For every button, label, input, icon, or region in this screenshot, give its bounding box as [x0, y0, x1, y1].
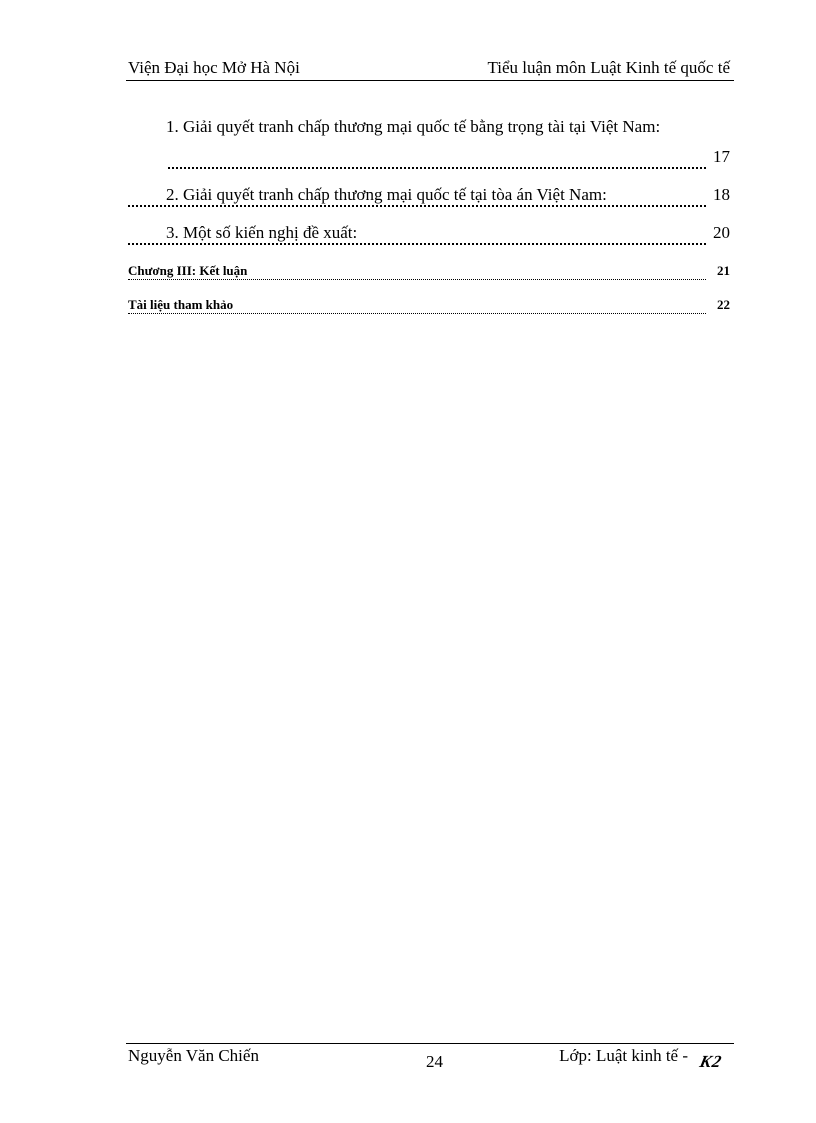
- toc-entry-arbitration-continued[interactable]: [128, 142, 730, 180]
- toc-entry-text: Tài liệu tham khảo: [128, 297, 234, 312]
- footer-author: Nguyễn Văn Chiến: [128, 1046, 259, 1065]
- header-institution: Viện Đại học Mở Hà Nội: [128, 58, 300, 77]
- dot-leader: [128, 243, 706, 245]
- toc-page-number: 20: [712, 218, 730, 248]
- toc-entry-text: 3. Một số kiến nghị đề xuất:: [166, 223, 358, 242]
- dot-leader: [168, 167, 706, 169]
- toc-page-number: 17: [712, 142, 730, 172]
- header-rule: [126, 80, 734, 81]
- page-header: [128, 56, 732, 82]
- table-of-contents: [128, 112, 730, 324]
- footer-page-number: 24: [426, 1052, 443, 1071]
- toc-entry-text: 2. Giải quyết tranh chấp thương mại quốc tế tại tòa án Việt Nam:: [166, 185, 607, 204]
- dot-leader: [128, 205, 706, 207]
- toc-entry-text: 1. Giải quyết tranh chấp thương mại quốc tế bằng trọng tài tại Việt Nam:: [166, 117, 661, 136]
- toc-entry-court[interactable]: [128, 180, 730, 218]
- toc-entry-arbitration[interactable]: [128, 112, 730, 142]
- page-footer: [128, 1044, 732, 1074]
- toc-entry-references[interactable]: [128, 290, 730, 324]
- footer-class-label: Lớp: Luật kinh tế -: [559, 1046, 688, 1065]
- toc-page-number: 21: [716, 256, 730, 286]
- toc-entry-chapter-3[interactable]: [128, 256, 730, 290]
- dot-leader: [128, 279, 706, 280]
- toc-entry-recommendations[interactable]: [128, 218, 730, 256]
- toc-page-number: 18: [712, 180, 730, 210]
- toc-entry-text: Chương III: Kết luận: [128, 263, 248, 278]
- toc-page-number: 22: [716, 290, 730, 320]
- header-course-title: Tiểu luận môn Luật Kinh tế quốc tế: [487, 58, 730, 77]
- dot-leader: [128, 313, 706, 314]
- footer-class-code: K2: [698, 1052, 725, 1071]
